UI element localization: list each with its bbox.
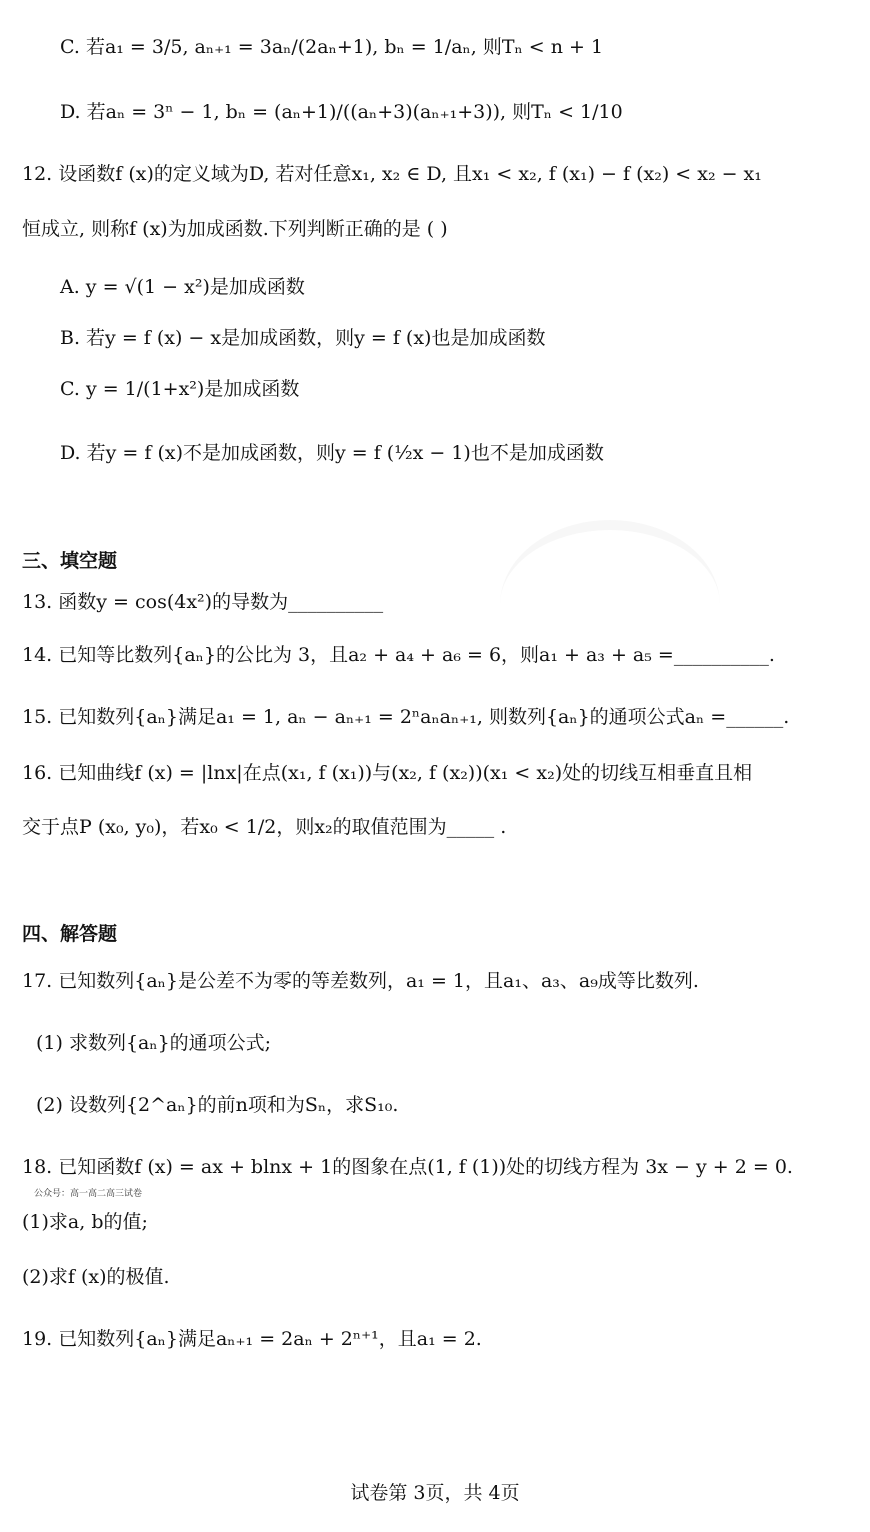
q12-option-b: B. 若y = f (x) − x是加成函数，则y = f (x)也是加成函数 (60, 327, 546, 349)
q19: 19. 已知数列{aₙ}满足aₙ₊₁ = 2aₙ + 2ⁿ⁺¹，且a₁ = 2. (22, 1328, 482, 1350)
q12-option-a: A. y = √(1 − x²)是加成函数 (60, 276, 305, 298)
section-solve-title: 四、解答题 (22, 923, 118, 945)
q18: 18. 已知函数f (x) = ax + blnx + 1的图象在点(1, f (1))处的切线方程为 3x − y + 2 = 0. (22, 1156, 793, 1178)
q12-stem-line2: 恒成立, 则称f (x)为加成函数.下列判断正确的是 ( ) (22, 218, 448, 240)
option-d-prev: D. 若aₙ = 3ⁿ − 1, bₙ = (aₙ+1)/((aₙ+3)(aₙ₊₁+3)), 则Tₙ < 1/10 (60, 101, 623, 123)
q12-option-c: C. y = 1/(1+x²)是加成函数 (60, 378, 300, 400)
q13: 13. 函数y = cos(4x²)的导数为__________ (22, 591, 384, 613)
q18-part2: (2)求f (x)的极值. (22, 1266, 170, 1288)
q15: 15. 已知数列{aₙ}满足a₁ = 1, aₙ − aₙ₊₁ = 2ⁿaₙaₙ₊₁, 则数列{aₙ}的通项公式aₙ =______. (22, 706, 790, 728)
q16-line1: 16. 已知曲线f (x) = |lnx|在点(x₁, f (x₁))与(x₂, f (x₂))(x₁ < x₂)处的切线互相垂直且相 (22, 762, 753, 784)
q12-option-d: D. 若y = f (x)不是加成函数，则y = f (½x − 1)也不是加成函数 (60, 442, 604, 464)
page-footer: 试卷第 3页，共 4页 (350, 1482, 520, 1504)
q18-part1: (1)求a, b的值; (22, 1211, 148, 1233)
section-fill-title: 三、填空题 (22, 550, 118, 572)
q16-line2: 交于点P (x₀, y₀)，若x₀ < 1/2，则x₂的取值范围为_____ . (22, 816, 507, 838)
q12-stem-line1: 12. 设函数f (x)的定义域为D, 若对任意x₁, x₂ ∈ D, 且x₁ < x₂, f (x₁) − f (x₂) < x₂ − x₁ (22, 163, 762, 185)
q17: 17. 已知数列{aₙ}是公差不为零的等差数列，a₁ = 1，且a₁、a₃、a₉成等比数列. (22, 970, 699, 992)
q14: 14. 已知等比数列{aₙ}的公比为 3，且a₂ + a₄ + a₆ = 6，则a₁ + a₃ + a₅ =__________. (22, 644, 775, 666)
q17-part1: (1) 求数列{aₙ}的通项公式; (36, 1032, 272, 1054)
option-c-prev: C. 若a₁ = 3/5, aₙ₊₁ = 3aₙ/(2aₙ+1), bₙ = 1/aₙ, 则Tₙ < n + 1 (60, 36, 604, 58)
q18-note: 公众号：高一高二高三试卷 (34, 1189, 143, 1199)
q17-part2: (2) 设数列{2^aₙ}的前n项和为Sₙ，求S₁₀. (36, 1094, 399, 1116)
